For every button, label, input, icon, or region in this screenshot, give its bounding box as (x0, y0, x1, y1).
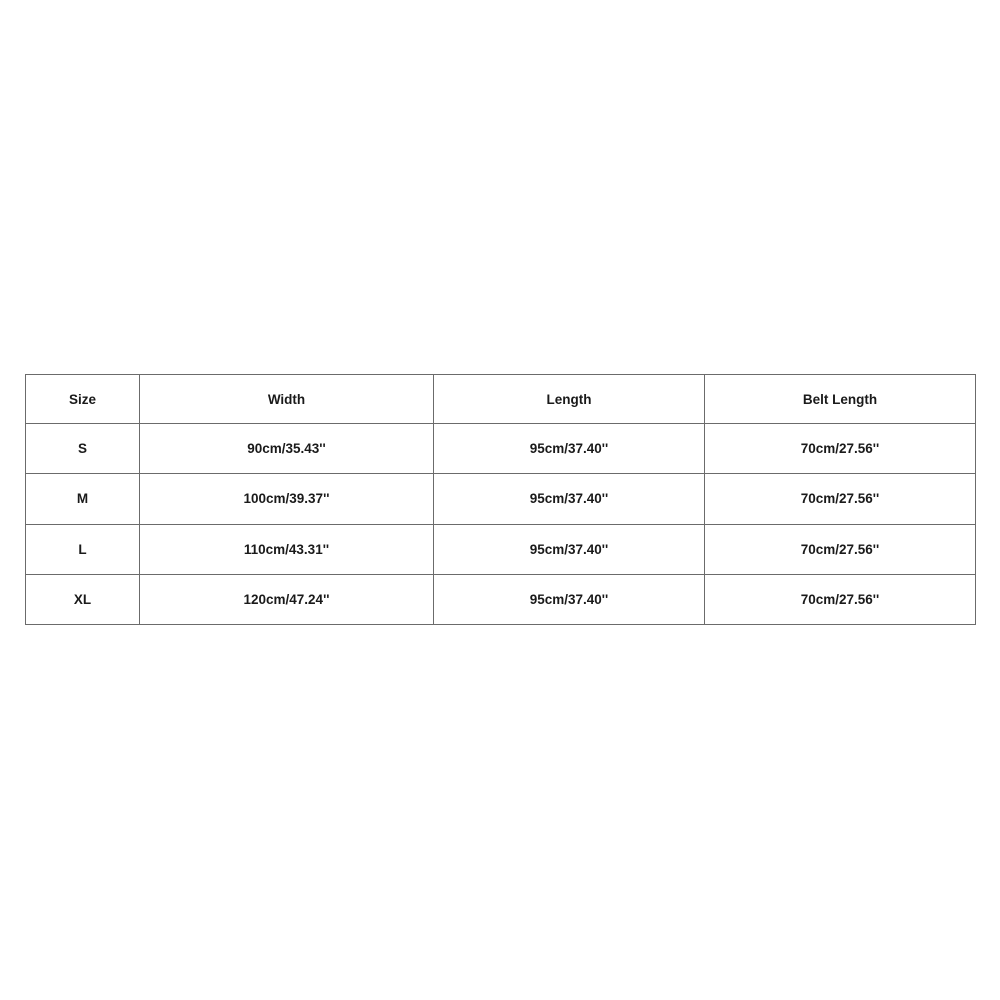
cell-length: 95cm/37.40'' (434, 574, 705, 624)
cell-belt-length: 70cm/27.56'' (705, 524, 976, 574)
table-row (26, 424, 976, 474)
cell-width: 110cm/43.31'' (140, 524, 434, 574)
cell-length: 95cm/37.40'' (434, 424, 705, 474)
cell-width: 120cm/47.24'' (140, 574, 434, 624)
cell-length: 95cm/37.40'' (434, 524, 705, 574)
cell-width: 90cm/35.43'' (140, 424, 434, 474)
cell-size: XL (26, 574, 140, 624)
header-belt-length: Belt Length (705, 375, 976, 424)
header-size: Size (26, 375, 140, 424)
table-header-row (26, 375, 976, 424)
header-width: Width (140, 375, 434, 424)
cell-length: 95cm/37.40'' (434, 474, 705, 524)
header-length: Length (434, 375, 705, 424)
size-chart-table (25, 374, 976, 625)
cell-belt-length: 70cm/27.56'' (705, 424, 976, 474)
table-row (26, 524, 976, 574)
cell-size: L (26, 524, 140, 574)
table-row (26, 474, 976, 524)
cell-belt-length: 70cm/27.56'' (705, 474, 976, 524)
cell-belt-length: 70cm/27.56'' (705, 574, 976, 624)
cell-size: M (26, 474, 140, 524)
cell-width: 100cm/39.37'' (140, 474, 434, 524)
table-row (26, 574, 976, 624)
cell-size: S (26, 424, 140, 474)
